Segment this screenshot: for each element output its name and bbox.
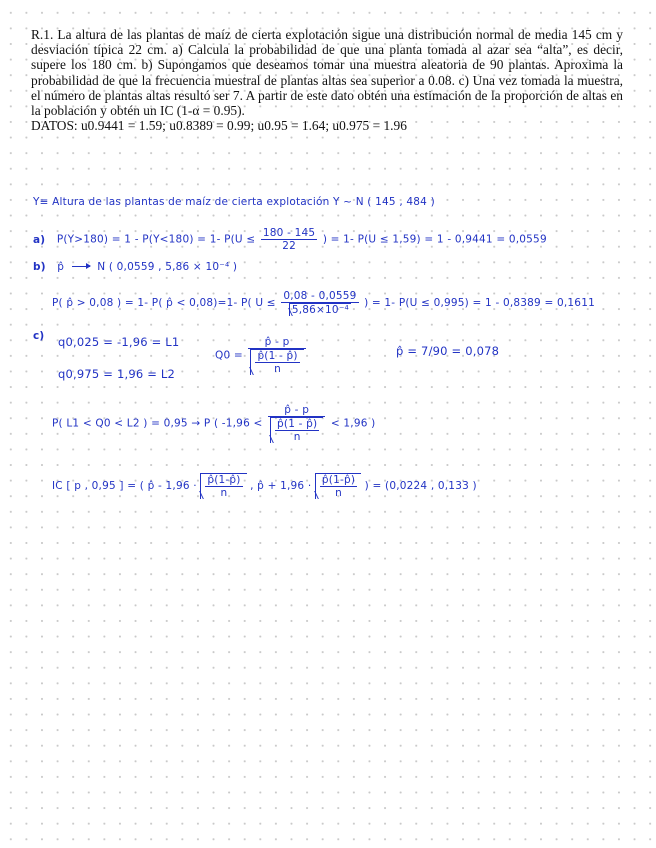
hw-c-prob-num: p̂ - p xyxy=(268,404,325,417)
hw-c-prob-fraction xyxy=(268,404,325,443)
hw-c-prob-inner xyxy=(275,418,319,443)
hw-part-a xyxy=(33,227,547,252)
hw-c-q0-den-num: p̂(1 - p̂) xyxy=(257,350,298,362)
hw-part-c-label xyxy=(33,330,52,342)
sqrt-icon xyxy=(270,417,323,443)
hw-a-rest: ) = 1- P(U ≤ 1,59) = 1 - 0,9441 = 0,0559 xyxy=(322,233,547,246)
hw-c-prob xyxy=(52,404,375,443)
hw-c-q2: q0,975 = 1,96 = L2 xyxy=(58,367,176,381)
hw-b-phat: p̂ xyxy=(57,261,65,273)
hw-a-text: P(Y>180) = 1 - P(Y<180) = 1- P(U ≤ xyxy=(56,233,256,246)
hw-c-q1: q0,025 = -1,96 = L1 xyxy=(58,335,180,349)
hw-b2-frac-den-text: 5,86×10⁻⁴ xyxy=(291,304,349,316)
problem-statement xyxy=(31,27,623,133)
hw-b2-frac-den xyxy=(281,303,358,316)
sqrt-icon xyxy=(250,349,303,375)
hw-c-q0-fraction xyxy=(248,336,305,375)
hw-c-prob-den-num: p̂(1 - p̂) xyxy=(277,418,318,430)
sqrt-icon xyxy=(315,473,361,499)
sqrt-icon xyxy=(289,303,351,316)
hw-b2-rest: ) = 1- P(U ≤ 0,995) = 1 - 0,8389 = 0,1611 xyxy=(364,297,595,309)
hw-ic-sqrt1-num: p̂(1-p̂) xyxy=(207,474,241,486)
hw-a-fraction xyxy=(261,227,317,252)
hw-b2-fraction xyxy=(281,290,358,316)
problem-text: R.1. La altura de las plantas de maíz de cierta explotación sigue una distribución normal de media 145 cm y desviación típica 22 cm. a) Calcula la probabilidad de que una planta tomada al azar sea “alta”, es decir, supere los 180 cm. b) Supongamos que deseamos tomar una muestra aleatoria de 90 plantas. Aproxima la probabilidad de que la frecuencia muestral de plantas altas sea superior a 0.08. c) Una vez tomada la muestra, el número de plantas altas resultó ser 7. A partir de este dato obtén una estimación de la proporción de altas en la población y obtén un IC (1-α = 0.95). xyxy=(31,27,623,119)
arrow-right-icon xyxy=(72,266,90,267)
hw-a-label: a) xyxy=(33,233,46,246)
hw-intro: Y≡ Altura de las plantas de maíz de cierta explotación Y ~ N ( 145 , 484 ) xyxy=(33,196,435,208)
hw-b2-frac-num: 0,08 - 0,0559 xyxy=(283,290,357,302)
hw-ic-sqrt2-num: p̂(1-p̂) xyxy=(321,474,356,486)
hw-part-b xyxy=(33,261,237,273)
hw-c-prob-den-n: n xyxy=(293,431,301,443)
hw-c-q0-label: Q0 = xyxy=(215,349,243,362)
hw-a-frac-den: 22 xyxy=(282,240,296,252)
hw-c-phat: p̂ = 7/90 = 0,078 xyxy=(396,344,500,358)
hw-ic-frac2 xyxy=(320,474,357,499)
hw-c-prob-text: P( L1 < Q0 < L2 ) = 0,95 → P ( -1,96 < xyxy=(52,417,263,430)
sqrt-icon xyxy=(200,473,246,499)
hw-b2-text: P( p̂ > 0,08 ) = 1- P( p̂ < 0,08)=1- P( U ≤ xyxy=(52,297,276,309)
hw-b-label: b) xyxy=(33,261,46,273)
hw-c-label: c) xyxy=(33,330,45,342)
hw-c-q0-den xyxy=(248,349,305,375)
problem-datos: DATOS: u0.9441 = 1.59; u0.8389 = 0.99; u0.95 = 1.64; u0.975 = 1.96 xyxy=(31,118,407,134)
hw-c-q0-num: p̂ - p xyxy=(248,336,305,349)
hw-ic-result: ) = (0,0224 , 0,133 ) xyxy=(364,480,477,492)
hw-ic-frac1 xyxy=(205,474,242,499)
hw-c-prob-rest: < 1,96 ) xyxy=(330,417,376,430)
hw-part-b2 xyxy=(52,290,595,316)
hw-c-q0 xyxy=(215,336,308,375)
hw-ic-text: IC [ p , 0,95 ] = ( p̂ - 1,96 · xyxy=(52,480,197,492)
hw-c-q0-inner xyxy=(255,350,299,375)
hw-ic xyxy=(52,473,477,499)
hw-ic-sqrt1-den: n xyxy=(220,487,228,499)
hw-b-dist: N ( 0,0559 , 5,86 × 10⁻⁴ ) xyxy=(97,261,238,273)
hw-c-q0-den-n: n xyxy=(274,363,281,375)
hw-a-frac-num: 180 - 145 xyxy=(262,227,316,239)
hw-ic-mid: , p̂ + 1,96 · xyxy=(250,480,312,492)
hw-ic-sqrt2-den: n xyxy=(335,487,342,499)
hw-c-prob-den xyxy=(268,417,325,443)
